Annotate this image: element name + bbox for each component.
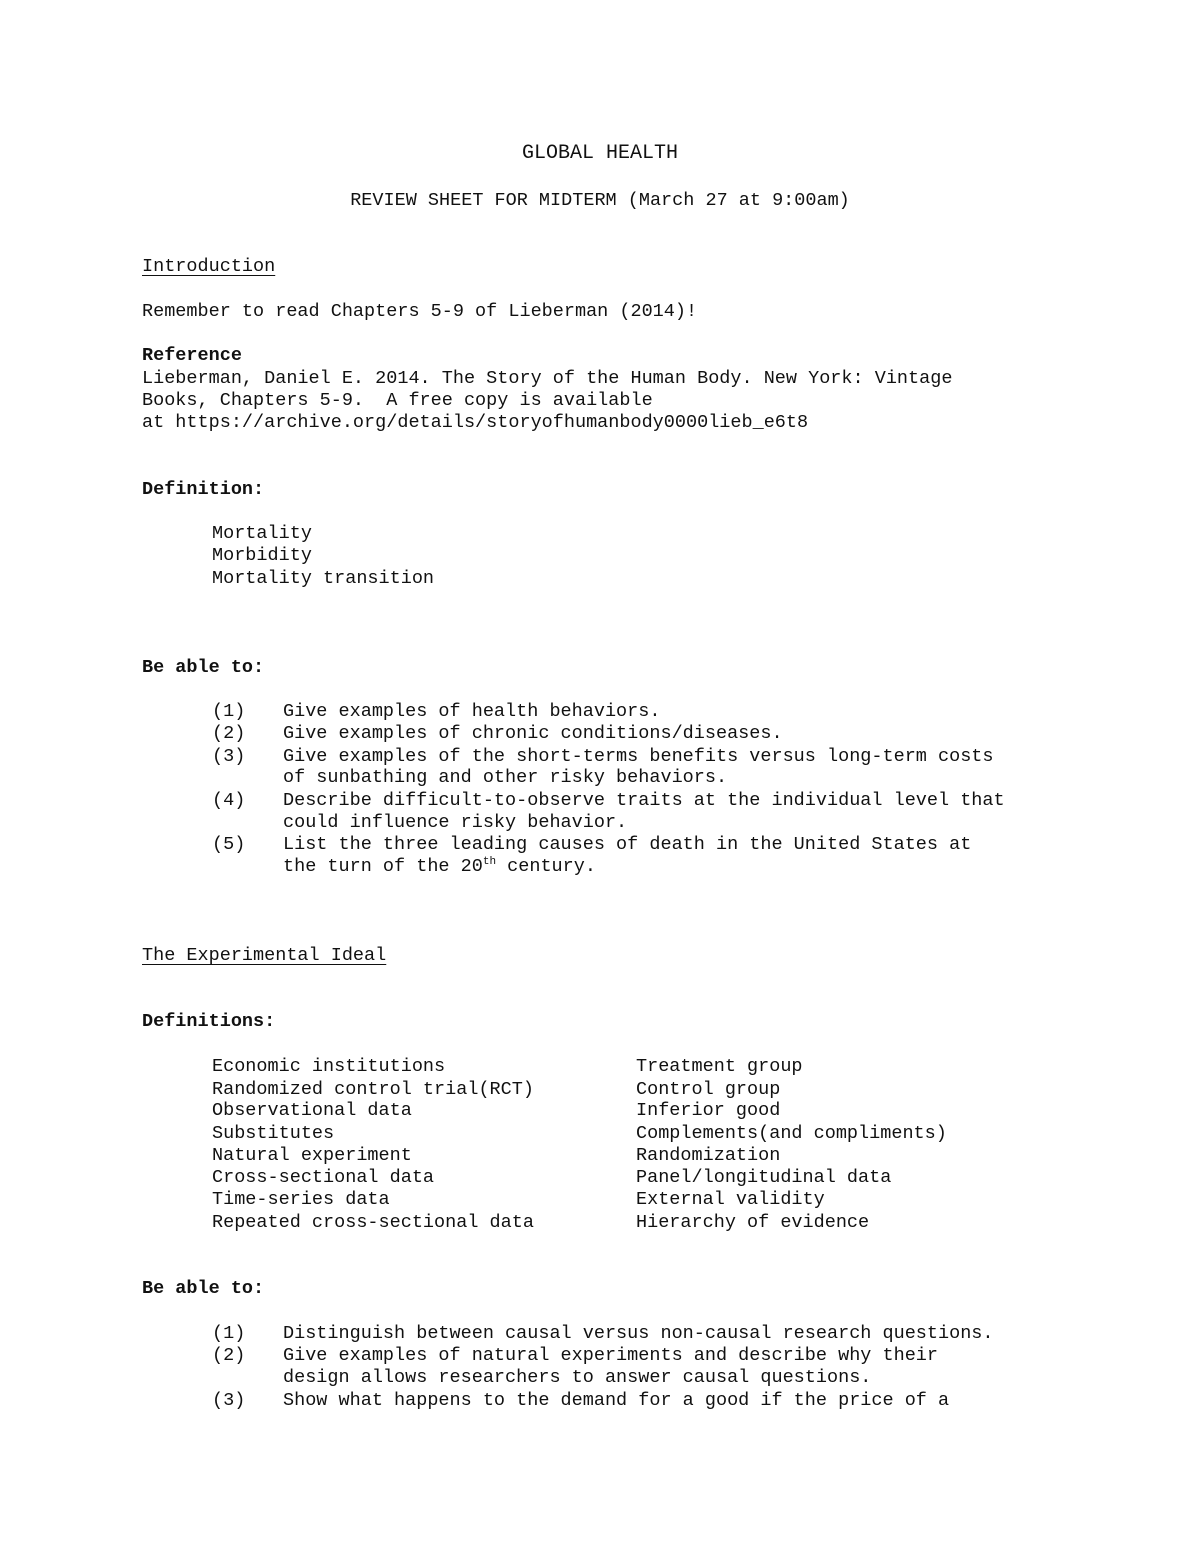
definition-term: Morbidity <box>212 545 312 566</box>
list-number: (1) <box>212 701 246 722</box>
definition-term-left: Randomized control trial(RCT) <box>212 1079 534 1100</box>
definition-term-right: Inferior good <box>636 1100 781 1121</box>
list-item-text: Give examples of chronic conditions/diseases. <box>283 723 783 744</box>
list-item-text: could influence risky behavior. <box>283 812 628 833</box>
list-item-text: Describe difficult-to-observe traits at the individual level that <box>283 790 1005 811</box>
definition-term: Mortality transition <box>212 568 435 589</box>
list-item-text-with-superscript <box>283 856 596 878</box>
definition-term-right: Complements(and compliments) <box>636 1123 947 1144</box>
reading-reminder: Remember to read Chapters 5-9 of Lieberman (2014)! <box>142 301 698 322</box>
list-item-text-suffix: century. <box>496 856 596 877</box>
definition-term-left: Repeated cross-sectional data <box>212 1212 534 1233</box>
page-subtitle: REVIEW SHEET FOR MIDTERM (March 27 at 9:00am) <box>350 190 850 211</box>
definition-term-right: Control group <box>636 1079 781 1100</box>
list-item-text: List the three leading causes of death in the United States at <box>283 834 972 855</box>
list-item-text: Distinguish between causal versus non-causal research questions. <box>283 1323 994 1344</box>
definition-term-right: Treatment group <box>636 1056 803 1077</box>
definition-term-left: Cross-sectional data <box>212 1167 435 1188</box>
list-number: (2) <box>212 1345 246 1366</box>
definition-term-left: Observational data <box>212 1100 412 1121</box>
list-number: (3) <box>212 746 246 767</box>
list-number: (3) <box>212 1390 246 1411</box>
ordinal-superscript: th <box>482 856 497 868</box>
definitions-label: Definitions: <box>142 1011 276 1032</box>
definition-term-left: Economic institutions <box>212 1056 446 1077</box>
definition-term-left: Substitutes <box>212 1123 335 1144</box>
reference-line: Lieberman, Daniel E. 2014. The Story of the Human Body. New York: Vintage <box>142 368 953 389</box>
list-item-text-prefix: the turn of the 20 <box>283 856 483 877</box>
page-title: GLOBAL HEALTH <box>521 142 679 165</box>
definition-term-left: Natural experiment <box>212 1145 412 1166</box>
list-item-text: design allows researchers to answer causal questions. <box>283 1367 872 1388</box>
list-number: (4) <box>212 790 246 811</box>
list-item-text: Give examples of the short-terms benefits versus long-term costs <box>283 746 994 767</box>
definition-term-right: Hierarchy of evidence <box>636 1212 870 1233</box>
able-to-label: Be able to: <box>142 657 265 678</box>
section-heading-experimental-ideal: The Experimental Ideal <box>142 945 387 966</box>
definition-term: Mortality <box>212 523 312 544</box>
list-item-text: Give examples of natural experiments and describe why their <box>283 1345 939 1366</box>
list-item-text: Show what happens to the demand for a good if the price of a <box>283 1390 950 1411</box>
able-to-label: Be able to: <box>142 1278 265 1299</box>
definition-term-right: External validity <box>636 1189 825 1210</box>
list-number: (2) <box>212 723 246 744</box>
definition-term-left: Time-series data <box>212 1189 390 1210</box>
list-item-text: of sunbathing and other risky behaviors. <box>283 767 728 788</box>
list-number: (5) <box>212 834 246 855</box>
definition-term-right: Randomization <box>636 1145 781 1166</box>
definition-label: Definition: <box>142 479 265 500</box>
section-heading-introduction: Introduction <box>142 256 276 277</box>
list-item-text: Give examples of health behaviors. <box>283 701 661 722</box>
reference-line: at https://archive.org/details/storyofhumanbody0000lieb_e6t8 <box>142 412 809 433</box>
definition-term-right: Panel/longitudinal data <box>636 1167 892 1188</box>
reference-line: Books, Chapters 5-9. A free copy is available <box>142 390 653 411</box>
reference-label: Reference <box>142 345 242 366</box>
list-number: (1) <box>212 1323 246 1344</box>
